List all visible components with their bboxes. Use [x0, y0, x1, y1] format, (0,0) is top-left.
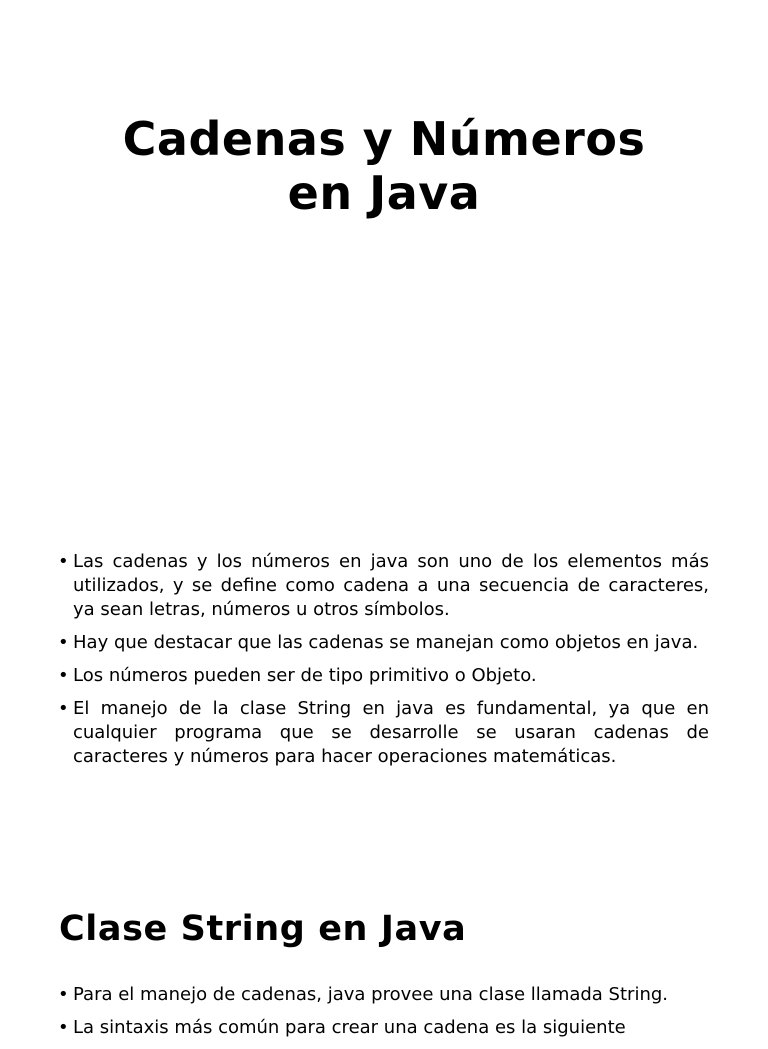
list-item: [58, 983, 709, 1007]
bullet-text: El manejo de la clase String en java es fundamental, ya que en cualquier programa que se desarrolle se usaran cadenas de caracteres y números para hacer operaciones matemáticas.: [73, 698, 709, 767]
bullet-list-1: [58, 550, 709, 778]
list-item: [58, 550, 709, 622]
bullet-icon: •: [58, 698, 69, 719]
bullet-text: Las cadenas y los números en java son uno de los elementos más utilizados, y se define como cadena a una secuencia de caracteres, ya sean letras, números u otros símbolos.: [73, 551, 709, 620]
slide-title-1: [60, 112, 708, 220]
bullet-text: Hay que destacar que las cadenas se manejan como objetos en java.: [73, 632, 699, 653]
slide-title-line-2: en Java: [287, 166, 481, 220]
slide-title-line-1: Cadenas y Números: [122, 112, 646, 166]
bullet-text: Los números pueden ser de tipo primitivo o Objeto.: [73, 665, 537, 686]
bullet-icon: •: [58, 632, 69, 653]
bullet-text: Para el manejo de cadenas, java provee una clase llamada String.: [73, 984, 669, 1005]
bullet-icon: •: [58, 551, 69, 572]
list-item: [58, 631, 709, 655]
bullet-text: La sintaxis más común para crear una cadena es la siguiente: [73, 1017, 626, 1038]
list-item: [58, 1016, 709, 1040]
list-item: [58, 697, 709, 769]
slide-title-2: Clase String en Java: [59, 909, 467, 949]
bullet-icon: •: [58, 984, 69, 1005]
list-item: [58, 664, 709, 688]
bullet-list-2: [58, 983, 709, 1049]
bullet-icon: •: [58, 1017, 69, 1038]
bullet-icon: •: [58, 665, 69, 686]
